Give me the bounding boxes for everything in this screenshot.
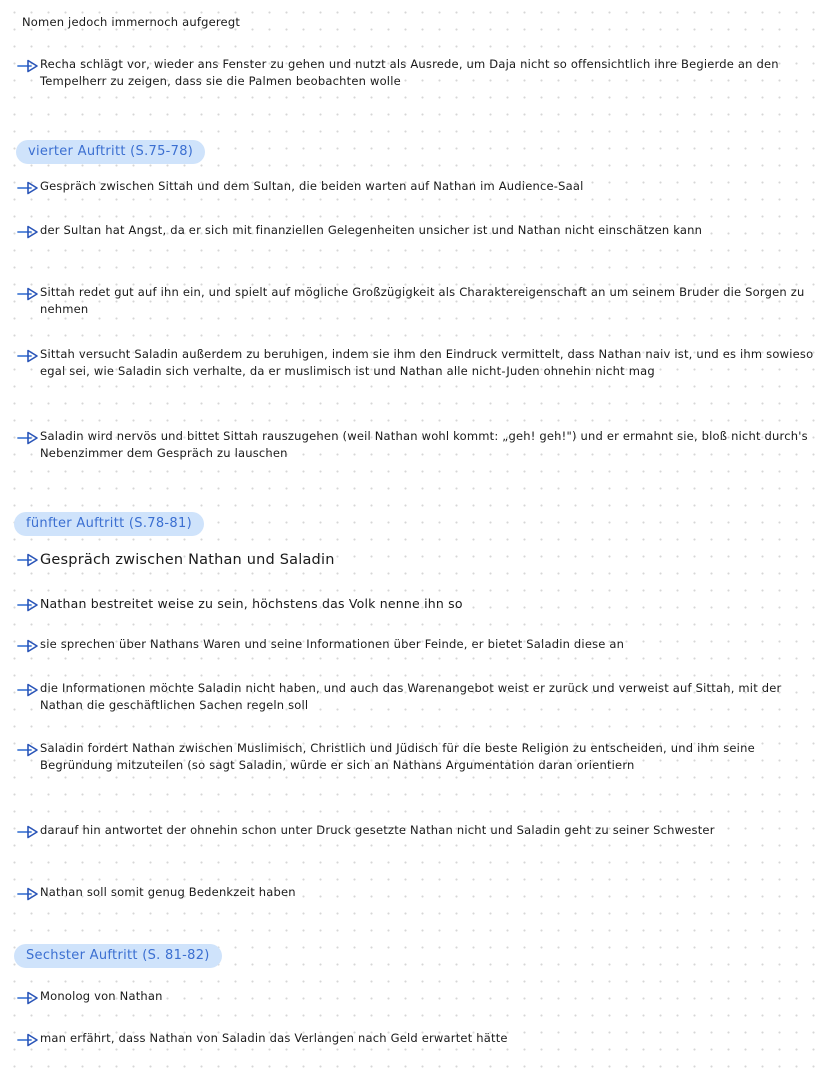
- list-item: [16, 822, 816, 840]
- arrow-icon: [16, 1032, 40, 1048]
- bullet-text: Sittah versucht Saladin außerdem zu beruhigen, indem sie ihm den Eindruck vermittelt, dass Nathan naiv ist, und es ihm sowieso egal sei, wie Saladin sich verhalte, da er muslimisch ist und Nathan alle nicht-Juden ohnehin nicht mag: [40, 347, 814, 378]
- bullet-text: man erfährt, dass Nathan von Saladin das Verlangen nach Geld erwartet hätte: [40, 1031, 508, 1045]
- list-item: [16, 680, 816, 714]
- bullet-text: Recha schlägt vor, wieder ans Fenster zu gehen und nutzt als Ausrede, um Daja nicht so offensichtlich ihre Begierde an den Tempelherr zu zeigen, dass sie die Palmen beobachten wolle: [40, 57, 779, 88]
- arrow-icon: [16, 638, 40, 654]
- list-item: [16, 636, 816, 654]
- section-heading-4: vierter Auftritt (S.75-78): [16, 140, 205, 164]
- bullet-text: Gespräch zwischen Nathan und Saladin: [40, 552, 335, 568]
- arrow-icon: [16, 990, 40, 1006]
- list-item: [16, 988, 816, 1006]
- list-item: [16, 222, 816, 240]
- list-item: [16, 178, 816, 196]
- list-item: [16, 740, 816, 774]
- list-item: [16, 1030, 816, 1048]
- intro-line: Nomen jedoch immernoch aufgeregt: [22, 15, 241, 29]
- bullet-text: Saladin fordert Nathan zwischen Muslimisch, Christlich und Jüdisch für die beste Religion zu entscheiden, und ihm seine Begründung mitzuteilen (so sagt Saladin, würde er sich an Nathans Argumentation daran orientiern: [40, 741, 755, 772]
- list-item: [16, 884, 816, 902]
- bullet-text: sie sprechen über Nathans Waren und seine Informationen über Feinde, er bietet Saladin diese an: [40, 637, 625, 651]
- list-item: [16, 428, 816, 462]
- section-heading-5: fünfter Auftritt (S.78-81): [14, 512, 204, 536]
- bullet-text: Saladin wird nervös und bittet Sittah rauszugehen (weil Nathan wohl kommt: „geh! geh!") und er ermahnt sie, bloß nicht durch's Nebenzimmer dem Gespräch zu lauschen: [40, 429, 808, 460]
- list-item: [16, 595, 816, 613]
- arrow-icon: [16, 886, 40, 902]
- list-item: [16, 56, 816, 90]
- bullet-text: die Informationen möchte Saladin nicht haben, und auch das Warenangebot weist er zurück und verweist auf Sittah, mit der Nathan die geschäftlichen Sachen regeln soll: [40, 681, 782, 712]
- arrow-icon: [16, 58, 40, 74]
- bullet-text: darauf hin antwortet der ohnehin schon unter Druck gesetzte Nathan nicht und Saladin geht zu seiner Schwester: [40, 823, 715, 837]
- bullet-text: Sittah redet gut auf ihn ein, und spielt auf mögliche Großzügigkeit als Charaktereigenschaft an um seinem Bruder die Sorgen zu nehmen: [40, 285, 805, 316]
- arrow-icon: [16, 348, 40, 364]
- section-heading-6: Sechster Auftritt (S. 81-82): [14, 944, 222, 968]
- arrow-icon: [16, 180, 40, 196]
- list-item: [16, 284, 816, 318]
- list-item: [16, 550, 816, 570]
- bullet-text: der Sultan hat Angst, da er sich mit finanziellen Gelegenheiten unsicher ist und Nathan nicht einschätzen kann: [40, 223, 703, 237]
- bullet-text: Gespräch zwischen Sittah und dem Sultan, die beiden warten auf Nathan im Audience-Saal: [40, 179, 584, 193]
- arrow-icon: [16, 552, 40, 568]
- bullet-text: Monolog von Nathan: [40, 989, 163, 1003]
- arrow-icon: [16, 224, 40, 240]
- arrow-icon: [16, 682, 40, 698]
- arrow-icon: [16, 430, 40, 446]
- arrow-icon: [16, 286, 40, 302]
- arrow-icon: [16, 597, 40, 613]
- bullet-text: Nathan bestreitet weise zu sein, höchstens das Volk nenne ihn so: [40, 596, 463, 611]
- arrow-icon: [16, 742, 40, 758]
- list-item: [16, 346, 816, 380]
- arrow-icon: [16, 824, 40, 840]
- bullet-text: Nathan soll somit genug Bedenkzeit haben: [40, 885, 296, 899]
